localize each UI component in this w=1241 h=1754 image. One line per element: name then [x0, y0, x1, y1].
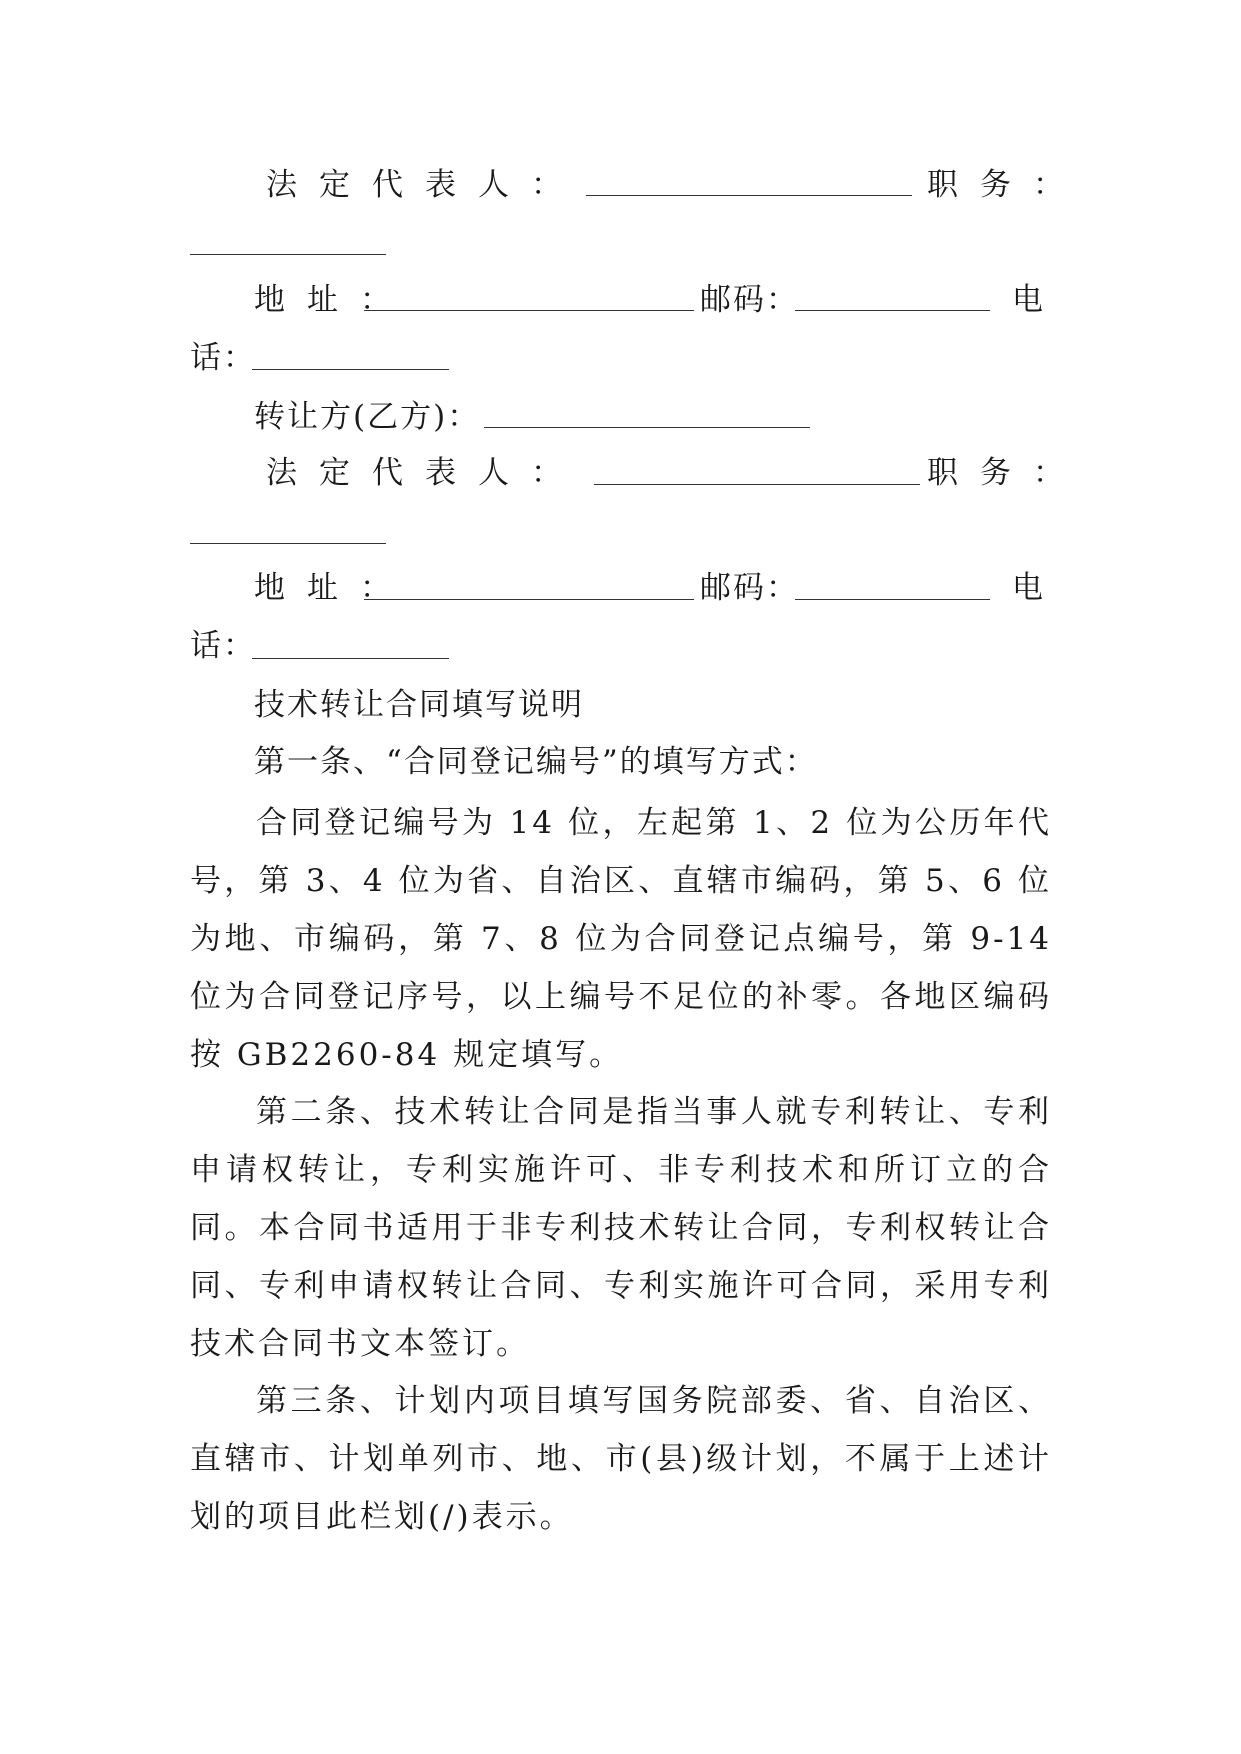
position-label-a: 职务：: [927, 167, 1086, 203]
address-label-b: 地址：: [254, 570, 413, 606]
legal-rep-field-b[interactable]: [594, 482, 920, 485]
article1-title: 第一条、“合同登记编号”的填写方式：: [254, 744, 818, 780]
position-label-b: 职务：: [927, 455, 1086, 491]
address-field-b[interactable]: [364, 597, 694, 600]
legal-rep-label-b: 法定代表人：: [266, 455, 584, 491]
position-field-b[interactable]: [190, 541, 386, 544]
transferor-label: 转让方(乙方)：: [254, 399, 481, 435]
phone-label-b-2: 话：: [190, 628, 256, 664]
phone-label-a-2: 话：: [190, 340, 256, 376]
phone-label-a-1: 电: [1012, 282, 1045, 318]
postcode-label-b: 邮码：: [700, 570, 799, 606]
position-field-a[interactable]: [190, 252, 386, 255]
transferor-field[interactable]: [484, 425, 810, 428]
address-label-a: 地址：: [254, 282, 413, 318]
article1-body: 合同登记编号为 14 位，左起第 1、2 位为公历年代号，第 3、4 位为省、自治区、直辖市编码，第 5、6 位为地、市编码，第 7、8 位为合同登记点编号，第 9-14 位为合同登记序号，以上编号不足位的补零。各地区编码按 GB2260-84 规定填写。: [190, 805, 1052, 1073]
phone-label-b-1: 电: [1012, 570, 1045, 606]
address-field-a[interactable]: [364, 308, 694, 311]
legal-rep-field-a[interactable]: [586, 193, 912, 196]
article2-body: 第二条、技术转让合同是指当事人就专利转让、专利申请权转让，专利实施许可、非专利技术和所订立的合同。本合同书适用于非专利技术转让合同，专利权转让合同、专利申请权转让合同、专利实施许可合同，采用专利技术合同书文本签订。: [190, 1094, 1052, 1362]
phone-field-b[interactable]: [252, 656, 449, 659]
legal-rep-label-a: 法定代表人：: [266, 167, 584, 203]
postcode-label-a: 邮码：: [700, 282, 799, 318]
article3-body: 第三条、计划内项目填写国务院部委、省、自治区、直辖市、计划单列市、地、市(县)级计划，不属于上述计划的项目此栏划(/)表示。: [190, 1383, 1052, 1535]
instructions-heading: 技术转让合同填写说明: [254, 687, 584, 723]
postcode-field-b[interactable]: [795, 597, 990, 600]
postcode-field-a[interactable]: [795, 308, 990, 311]
phone-field-a[interactable]: [252, 367, 449, 370]
